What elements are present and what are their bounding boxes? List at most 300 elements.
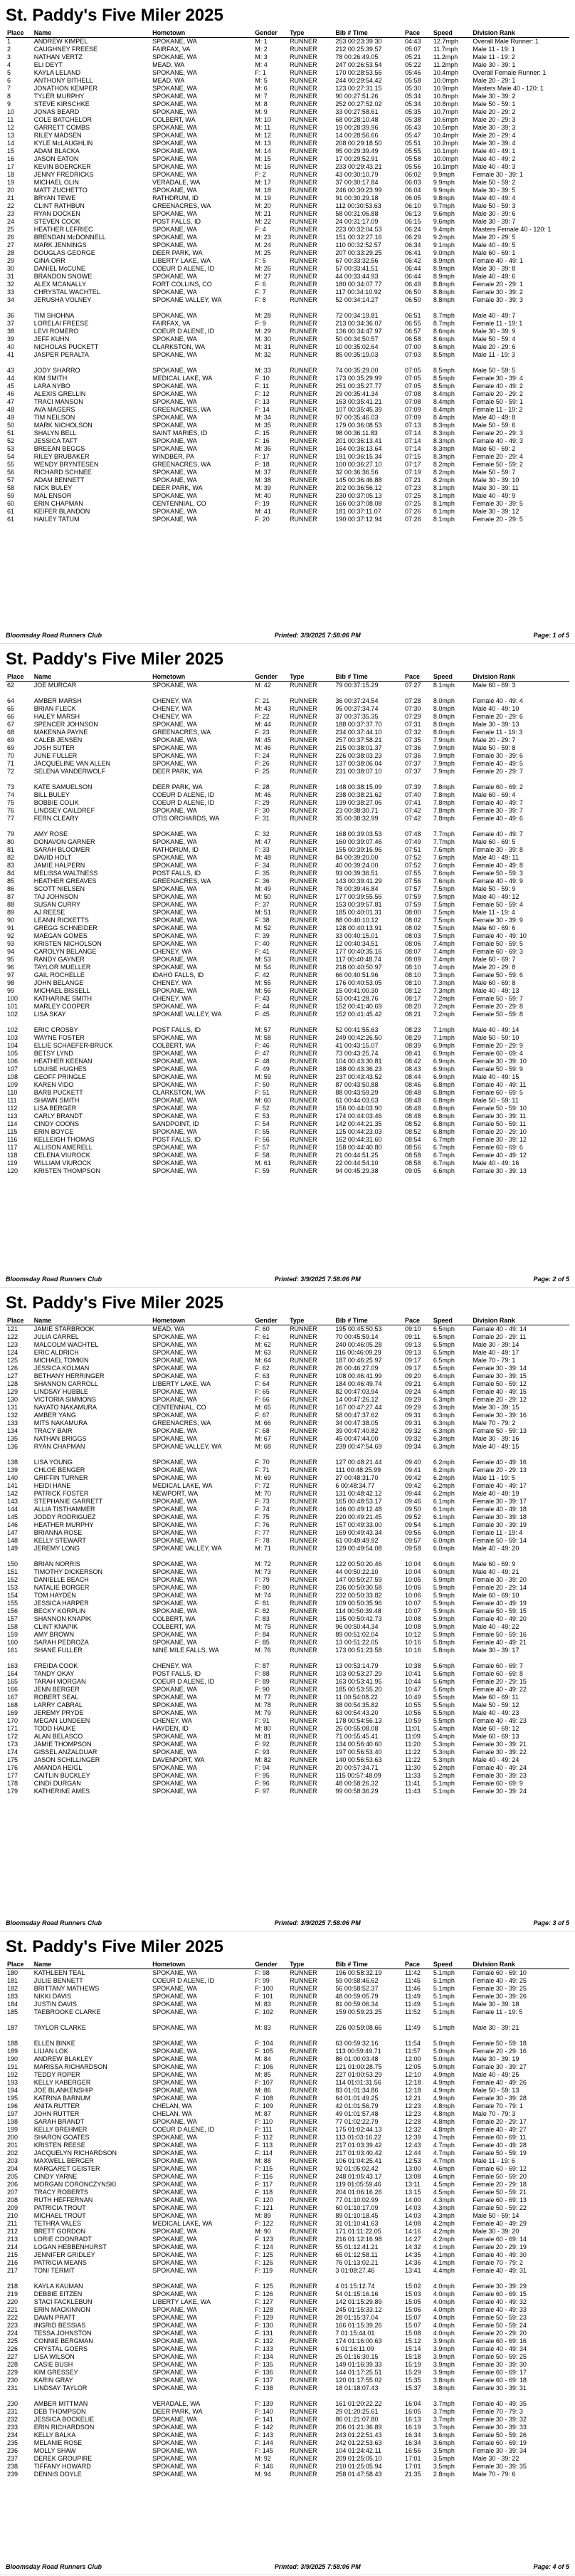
- cell-gender: F: 89: [255, 1678, 270, 1685]
- cell-pace: 06:57: [405, 328, 421, 335]
- cell-bib-time: 144 01:17:25.51: [335, 2369, 382, 2376]
- cell-gender: F: 93: [255, 1748, 270, 1756]
- cell-gender: F: 73: [255, 1498, 270, 1505]
- cell-place: 125: [7, 1357, 19, 1364]
- cell-speed: 5.9mph: [433, 1623, 455, 1630]
- cell-speed: 3.6mph: [433, 2431, 455, 2439]
- cell-division-rank: Female 40 - 49: 16: [473, 1459, 527, 1466]
- cell-name: INGRID BESSIAS: [33, 2322, 86, 2329]
- cell-place: 16: [7, 155, 15, 162]
- cell-bib-time: 48 00:59:05.79: [335, 1993, 379, 2000]
- cell-speed: 6.7mph: [433, 1159, 455, 1167]
- cell-pace: 07:55: [405, 870, 421, 877]
- cell-type: RUNNER: [290, 163, 317, 170]
- cell-bib-time: 233 00:29:43.21: [335, 163, 382, 170]
- cell-place: 154: [7, 1592, 19, 1599]
- cell-division-rank: Female 40 - 49: 28: [473, 2142, 527, 2149]
- cell-type: RUNNER: [290, 93, 317, 100]
- cell-type: RUNNER: [290, 924, 317, 932]
- cell-place: 146: [7, 1521, 19, 1528]
- cell-hometown: SPOKANE, WA: [152, 1474, 197, 1481]
- cell-hometown: SPOKANE, WA: [152, 1412, 197, 1419]
- cell-type: RUNNER: [290, 995, 317, 1002]
- cell-pace: 16:13: [405, 2416, 421, 2423]
- cell-type: RUNNER: [290, 901, 317, 908]
- cell-name: ANDREW KIMPEL: [33, 38, 88, 45]
- cell-pace: 07:19: [405, 469, 421, 476]
- cell-bib-time: 156 00:44:03.90: [335, 1105, 382, 1112]
- cell-type: RUNNER: [290, 2055, 317, 2063]
- cell-name: JESSICA BOCKELIE: [33, 2416, 95, 2423]
- cell-hometown: SPOKANE, WA: [152, 1152, 197, 1159]
- table-row: [6, 1977, 569, 1985]
- cell-pace: 15:14: [405, 2345, 421, 2352]
- cell-hometown: SAINT MARIES, ID: [152, 429, 208, 437]
- cell-bib-time: 188 00:43:36.23: [335, 1065, 382, 1073]
- cell-speed: 8.1mph: [433, 508, 455, 515]
- cell-gender: F: 43: [255, 995, 270, 1002]
- table-row: [6, 2063, 569, 2071]
- cell-pace: 07:14: [405, 445, 421, 452]
- cell-bib-time: 27 00:48:31.70: [335, 1474, 379, 1481]
- cell-speed: 6.8mph: [433, 1089, 455, 1096]
- cell-hometown: SPOKANE, WA: [152, 516, 197, 523]
- cell-hometown: GREENACRES, WA: [152, 877, 211, 885]
- cell-bib-time: 3 01:08:27.46: [335, 2267, 375, 2274]
- cell-pace: 08:02: [405, 924, 421, 932]
- cell-speed: 7.3mph: [433, 971, 455, 979]
- cell-place: 210: [7, 2212, 19, 2219]
- cell-pace: 10:08: [405, 1615, 421, 1622]
- cell-division-rank: Female 40 - 49: 6: [473, 815, 523, 822]
- cell-bib-time: 48 00:58:26.32: [335, 1780, 379, 1787]
- cell-division-rank: Female 40 - 49: 23: [473, 1717, 527, 1724]
- results-table: [6, 1316, 569, 1795]
- cell-bib-time: 217 01:03:39.42: [335, 2142, 382, 2149]
- cell-division-rank: Female 30 - 39: 10: [473, 1058, 527, 1065]
- cell-hometown: GREENACRES, WA: [152, 729, 211, 736]
- cell-division-rank: Female 30 - 39: 17: [473, 1498, 527, 1505]
- cell-hometown: SPOKANE, WA: [152, 390, 197, 397]
- column-header-gender: Gender: [253, 1960, 288, 1969]
- cell-name: CAITLIN BUCKLEY: [33, 1772, 90, 1779]
- cell-name: KELLY STEWART: [33, 1537, 86, 1544]
- cell-pace: 09:17: [405, 1365, 421, 1372]
- cell-place: 22: [7, 202, 15, 209]
- cell-hometown: SPOKANE, WA: [152, 2431, 197, 2439]
- cell-type: RUNNER: [290, 2337, 317, 2345]
- cell-place: 2: [7, 46, 11, 53]
- cell-place: 201: [7, 2142, 19, 2149]
- cell-hometown: POST FALLS, ID: [152, 1670, 201, 1677]
- cell-type: RUNNER: [290, 1152, 317, 1159]
- cell-place: 39: [7, 335, 15, 343]
- cell-speed: 3.9mph: [433, 2361, 455, 2368]
- cell-pace: 10:12: [405, 1631, 421, 1638]
- cell-place: 216: [7, 2259, 19, 2266]
- table-row: [6, 1474, 569, 1482]
- cell-bib-time: 202 00:36:56.12: [335, 484, 382, 491]
- table-row: [6, 390, 569, 398]
- cell-place: 74: [7, 791, 15, 798]
- column-header-gender: Gender: [253, 28, 288, 38]
- cell-name: KELLY KABERGER: [33, 2079, 91, 2086]
- cell-speed: 10.5mph: [433, 124, 458, 131]
- cell-bib-time: 35 00:38:32.99: [335, 815, 379, 822]
- cell-pace: 07:23: [405, 484, 421, 491]
- cell-hometown: SPOKANE, WA: [152, 2008, 197, 2016]
- cell-gender: F: 14: [255, 406, 270, 413]
- cell-type: RUNNER: [290, 461, 317, 468]
- cell-speed: 6.6mph: [433, 1167, 455, 1174]
- cell-pace: 09:41: [405, 1466, 421, 1474]
- column-header-speed: Speed: [432, 1316, 471, 1325]
- cell-bib-time: 14 00:28:56.66: [335, 132, 379, 139]
- cell-type: RUNNER: [290, 382, 317, 390]
- cell-speed: 7.9mph: [433, 744, 455, 751]
- cell-place: 152: [7, 1576, 19, 1583]
- cell-bib-time: 86 01:21:07.80: [335, 2416, 379, 2423]
- table-row: [6, 1380, 569, 1388]
- cell-speed: 4.3mph: [433, 2212, 455, 2219]
- cell-division-rank: Female 40 - 49: 8: [473, 862, 523, 869]
- cell-bib-time: 134 00:56:40.60: [335, 1741, 382, 1748]
- cell-speed: 7.5mph: [433, 885, 455, 892]
- cell-pace: 12:28: [405, 2118, 421, 2125]
- cell-type: RUNNER: [290, 1780, 317, 1787]
- table-row: [6, 1388, 569, 1396]
- cell-division-rank: Female 30 - 39: 28: [473, 2095, 527, 2102]
- cell-hometown: SPOKANE, WA: [152, 2087, 197, 2094]
- cell-gender: F: 31: [255, 815, 270, 822]
- cell-speed: 7.5mph: [433, 932, 455, 939]
- cell-place: 206: [7, 2181, 19, 2188]
- cell-type: RUNNER: [290, 351, 317, 358]
- cell-pace: 07:26: [405, 508, 421, 515]
- cell-type: RUNNER: [290, 815, 317, 822]
- cell-name: CASIE BUSH: [33, 2361, 73, 2368]
- table-row: [6, 1506, 569, 1513]
- cell-division-rank: Male 40 - 49: 17: [473, 1349, 519, 1356]
- cell-place: 102: [7, 1026, 19, 1033]
- cell-speed: 6.8mph: [433, 1120, 455, 1127]
- cell-pace: 09:42: [405, 1482, 421, 1489]
- cell-name: FERN CLEARY: [33, 815, 79, 822]
- cell-hometown: SPOKANE, WA: [152, 2345, 197, 2352]
- cell-pace: 08:56: [405, 1144, 421, 1151]
- cell-bib-time: 187 00:46:25.97: [335, 1357, 382, 1364]
- cell-pace: 16:19: [405, 2424, 421, 2431]
- cell-gender: M: 74: [255, 1592, 271, 1599]
- table-row: [6, 93, 569, 100]
- cell-bib-time: 113 01:03:16.22: [335, 2134, 381, 2141]
- cell-speed: 4.5mph: [433, 2181, 455, 2188]
- cell-gender: M: 51: [255, 909, 271, 916]
- cell-name: JESSICA HARPER: [33, 1600, 89, 1607]
- cell-division-rank: Female 60 - 69: 7: [473, 1662, 523, 1669]
- table-row: [6, 2087, 569, 2095]
- cell-division-rank: Female 50 - 59: 19: [473, 2149, 527, 2157]
- table-row: [6, 163, 569, 171]
- cell-division-rank: Female 40 - 49: 31: [473, 2267, 527, 2274]
- cell-hometown: SPOKANE, WA: [152, 187, 197, 194]
- cell-gender: F: 129: [255, 2314, 273, 2321]
- cell-name: NATALIE BORGER: [33, 1584, 90, 1591]
- cell-division-rank: Male 40 - 49: 7: [473, 312, 516, 319]
- row-gap: [6, 1553, 569, 1560]
- cell-division-rank: Female 50 - 59: 23: [473, 2314, 527, 2321]
- cell-pace: 13:41: [405, 2267, 421, 2274]
- row-gap: [6, 1018, 569, 1026]
- cell-type: RUNNER: [290, 85, 317, 92]
- cell-name: MELISSA WALTNESS: [33, 870, 98, 877]
- cell-speed: 8.4mph: [433, 414, 455, 421]
- cell-bib-time: 53 00:41:28.76: [335, 995, 379, 1002]
- cell-division-rank: Female 40 - 49: 27: [473, 2126, 527, 2133]
- cell-gender: F: 123: [255, 2236, 273, 2243]
- cell-place: 95: [7, 956, 15, 963]
- cell-gender: F: 107: [255, 2079, 273, 2086]
- cell-type: RUNNER: [290, 1741, 317, 1748]
- cell-bib-time: 168 00:39:03.53: [335, 830, 382, 838]
- cell-division-rank: Male 30 - 39: 2: [473, 93, 516, 100]
- cell-bib-time: 72 00:34:19.81: [335, 312, 379, 319]
- cell-pace: 10:47: [405, 1686, 421, 1693]
- cell-type: RUNNER: [290, 1969, 317, 1976]
- cell-pace: 05:43: [405, 124, 421, 131]
- cell-speed: 9.9mph: [433, 171, 455, 178]
- cell-gender: M: 20: [255, 202, 271, 209]
- cell-bib-time: 65 01:12:58.11: [335, 2251, 378, 2258]
- cell-type: RUNNER: [290, 1560, 317, 1568]
- cell-division-rank: Female 30 - 39: 24: [473, 1788, 527, 1795]
- cell-place: 229: [7, 2369, 19, 2376]
- cell-speed: 3.6mph: [433, 2439, 455, 2446]
- cell-hometown: SPOKANE, WA: [152, 445, 197, 452]
- cell-gender: M: 66: [255, 1419, 271, 1427]
- cell-type: RUNNER: [290, 1498, 317, 1505]
- cell-gender: F: 92: [255, 1741, 270, 1748]
- cell-speed: 6.2mph: [433, 1459, 455, 1466]
- cell-place: 86: [7, 885, 15, 892]
- cell-type: RUNNER: [290, 1443, 317, 1450]
- cell-hometown: SPOKANE, WA: [152, 2259, 197, 2266]
- table-row: [6, 1701, 569, 1709]
- cell-name: JASPER PERALTA: [33, 351, 89, 358]
- cell-pace: 07:32: [405, 729, 421, 736]
- cell-name: SELENA VANDERWOLF: [33, 768, 105, 775]
- cell-pace: 14:03: [405, 2204, 421, 2211]
- cell-speed: 7.4mph: [433, 956, 455, 963]
- cell-pace: 08:10: [405, 979, 421, 986]
- cell-speed: 8.1mph: [433, 516, 455, 523]
- cell-place: 24: [7, 218, 15, 225]
- cell-name: TAYLOR CLARKE: [33, 2024, 86, 2031]
- cell-place: 195: [7, 2095, 19, 2102]
- cell-type: RUNNER: [290, 116, 317, 123]
- table-row: [6, 108, 569, 116]
- cell-type: RUNNER: [290, 1112, 317, 1120]
- cell-name: NAYATO NAKAMURA: [33, 1404, 97, 1411]
- cell-hometown: COEUR D ALENE, ID: [152, 791, 215, 798]
- table-row: [6, 1011, 569, 1018]
- cell-hometown: SPOKANE, WA: [152, 1050, 197, 1057]
- cell-type: RUNNER: [290, 1404, 317, 1411]
- page-footer: [6, 1276, 569, 1283]
- column-header-place: Place: [6, 672, 33, 682]
- cell-place: 52: [7, 437, 15, 444]
- cell-speed: 5.6mph: [433, 1662, 455, 1669]
- cell-division-rank: Female 11 - 19: 5: [473, 2008, 523, 2016]
- cell-type: RUNNER: [290, 1670, 317, 1677]
- cell-division-rank: Male 70 - 79: 3: [473, 2110, 516, 2117]
- column-header-bib-time: Bib # Time: [334, 1960, 403, 1969]
- cell-name: SHANNON CARROLL: [33, 1380, 98, 1387]
- table-row: [6, 1089, 569, 1097]
- cell-pace: 09:05: [405, 1167, 421, 1174]
- cell-pace: 08:48: [405, 1112, 421, 1120]
- cell-name: KATHARINE SMITH: [33, 995, 93, 1002]
- cell-hometown: SPOKANE, WA: [152, 2439, 197, 2446]
- cell-name: LISA YOUNG: [33, 1459, 73, 1466]
- table-row: [6, 273, 569, 281]
- cell-type: RUNNER: [290, 830, 317, 838]
- cell-speed: 3.9mph: [433, 2345, 455, 2352]
- cell-bib-time: 158 00:44:40.80: [335, 1144, 382, 1151]
- cell-bib-time: 110 00:32:52.57: [335, 241, 381, 249]
- cell-place: 38: [7, 328, 15, 335]
- cell-bib-time: 209 01:25:05.10: [335, 2455, 382, 2462]
- column-header-pace: Pace: [403, 1960, 432, 1969]
- row-gap: [6, 304, 569, 312]
- cell-gender: M: 56: [255, 987, 271, 994]
- cell-division-rank: Female 50 - 59: 20: [473, 2173, 527, 2180]
- cell-place: 84: [7, 870, 15, 877]
- cell-pace: 07:26: [405, 516, 421, 523]
- page-title: St. Paddy's Five Miler 2025: [6, 6, 223, 25]
- cell-speed: 7.8mph: [433, 799, 455, 806]
- cell-gender: M: 86: [255, 2087, 271, 2094]
- cell-bib-time: 137 00:38:06.04: [335, 760, 382, 767]
- cell-type: RUNNER: [290, 335, 317, 343]
- cell-division-rank: Female 20 - 29: 5: [473, 516, 523, 523]
- cell-name: JOHN BELANGE: [33, 979, 84, 986]
- cell-type: RUNNER: [290, 414, 317, 421]
- cell-bib-time: 230 00:37:05.13: [335, 492, 382, 499]
- cell-division-rank: Male 30 - 39: 8: [473, 265, 516, 272]
- table-row: [6, 1993, 569, 2001]
- cell-bib-time: 26 00:46:27.09: [335, 1365, 379, 1372]
- cell-bib-time: 162 00:44:31.60: [335, 1136, 382, 1143]
- cell-place: 200: [7, 2134, 19, 2141]
- cell-gender: M: 45: [255, 736, 271, 744]
- cell-speed: 4.0mph: [433, 2322, 455, 2329]
- cell-type: RUNNER: [290, 1073, 317, 1080]
- cell-place: 89: [7, 909, 15, 916]
- cell-division-rank: Female 60 - 69: 9: [473, 1780, 523, 1787]
- column-header-place: Place: [6, 1960, 33, 1969]
- cell-gender: F: 95: [255, 1772, 270, 1779]
- cell-place: 173: [7, 1741, 19, 1748]
- cell-name: LOUISE HUGHES: [33, 1065, 87, 1073]
- cell-type: RUNNER: [290, 273, 317, 280]
- cell-speed: 8.7mph: [433, 312, 455, 319]
- cell-pace: 14:08: [405, 2220, 421, 2227]
- cell-pace: 05:51: [405, 140, 421, 147]
- cell-division-rank: Male 30 - 39: 1: [473, 61, 516, 68]
- cell-name: CINDY YARNE: [33, 2173, 78, 2180]
- cell-gender: M: 78: [255, 1701, 271, 1709]
- cell-bib-time: 45 00:47:44.00: [335, 1435, 379, 1442]
- cell-hometown: SPOKANE, WA: [152, 508, 197, 515]
- table-row: [6, 398, 569, 406]
- cell-type: RUNNER: [290, 752, 317, 759]
- cell-type: RUNNER: [290, 2087, 317, 2094]
- cell-type: RUNNER: [290, 2322, 317, 2329]
- cell-hometown: COEUR D ALENE, ID: [152, 799, 215, 806]
- cell-gender: F: 39: [255, 932, 270, 939]
- cell-pace: 11:57: [405, 2048, 421, 2055]
- table-row: [6, 768, 569, 776]
- cell-speed: 6.0mph: [433, 1545, 455, 1552]
- table-row: [6, 2157, 569, 2165]
- cell-place: 129: [7, 1388, 19, 1395]
- cell-bib-time: 177 00:40:35.16: [335, 948, 382, 955]
- cell-gender: M: 12: [255, 132, 271, 139]
- cell-speed: 8.1mph: [433, 500, 455, 507]
- cell-bib-time: 206 01:21:36.89: [335, 2424, 382, 2431]
- cell-hometown: GREENACRES, WA: [152, 202, 211, 209]
- cell-division-rank: Male 30 - 39: 22: [473, 2455, 519, 2462]
- cell-type: RUNNER: [290, 476, 317, 484]
- cell-name: LISA SKAY: [33, 1011, 66, 1018]
- cell-division-rank: Male 11 - 19: 6: [473, 2157, 515, 2164]
- cell-division-rank: Male 30 - 39: 19: [473, 2055, 519, 2063]
- cell-gender: M: 46: [255, 744, 271, 751]
- cell-speed: 6.7mph: [433, 1136, 455, 1143]
- table-row: [6, 940, 569, 948]
- cell-gender: M: 35: [255, 422, 271, 429]
- cell-speed: 4.0mph: [433, 2314, 455, 2321]
- cell-place: 160: [7, 1639, 19, 1646]
- cell-type: RUNNER: [290, 1482, 317, 1489]
- cell-hometown: SPOKANE, WA: [152, 1560, 197, 1568]
- cell-type: RUNNER: [290, 744, 317, 751]
- table-row: [6, 862, 569, 870]
- cell-type: RUNNER: [290, 1545, 317, 1552]
- cell-hometown: SPOKANE, WA: [152, 1427, 197, 1434]
- cell-place: 100: [7, 995, 19, 1002]
- table-row: [6, 69, 569, 77]
- cell-pace: 11:41: [405, 1780, 421, 1787]
- cell-hometown: SPOKANE, WA: [152, 2283, 197, 2290]
- table-row: [6, 1615, 569, 1623]
- table-row: [6, 2330, 569, 2337]
- cell-hometown: SPOKANE, WA: [152, 414, 197, 421]
- cell-type: RUNNER: [290, 1396, 317, 1403]
- cell-place: 166: [7, 1686, 19, 1693]
- cell-speed: 5.5mph: [433, 1709, 455, 1716]
- cell-name: ANITA RUTTER: [33, 2102, 80, 2110]
- cell-place: 87: [7, 893, 15, 900]
- cell-type: RUNNER: [290, 1105, 317, 1112]
- cell-place: 211: [7, 2220, 18, 2227]
- table-row: [6, 2290, 569, 2298]
- cell-type: RUNNER: [290, 987, 317, 994]
- cell-place: 57: [7, 476, 15, 484]
- cell-pace: 14:16: [405, 2228, 421, 2235]
- cell-bib-time: 63 00:54:43.20: [335, 1709, 379, 1716]
